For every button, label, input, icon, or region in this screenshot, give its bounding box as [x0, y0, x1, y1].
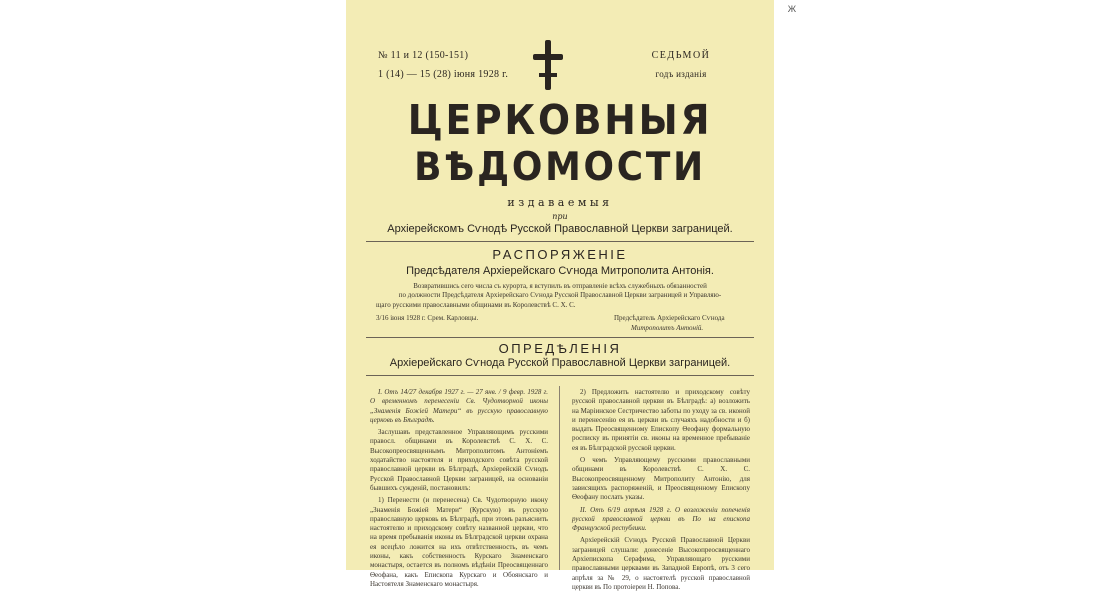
left-column — [370, 388, 548, 588]
order-date-place: 3/16 іюня 1928 г. Срем. Карловцы. — [376, 314, 479, 322]
paragraph: II. Отъ 6/19 апрѣля 1928 г. О возложеніи попеченія русской православной церкви въ По на епископа Французской республики. — [572, 505, 750, 533]
year-word: СЕДЬМОЙ — [651, 50, 711, 61]
masthead-title-line1: ЦЕРКОВНЫЯ — [407, 96, 713, 144]
orthodox-cross-icon — [533, 40, 563, 90]
issue-dates: 1 (14) — 15 (28) іюня 1928 г. — [378, 69, 509, 80]
paragraph: 1) Перенести (и перенесена) Св. Чудотворную икону „Знаменія Божіей Матери“ (Курскую) въ русскую православную церковь въ Бѣлградѣ, при этомъ разъяснить настоятелю и приходскому совѣту названной церкви, что на время пребыванія иконы въ Бѣлградской церкви охрана ея всецѣло ложится на ихъ отвѣтственность, въ чемъ иконы, какъ собственность Курскаго Знаменскаго монастыря, остается въ полномъ вѣдѣніи Преосвященнаго Ѳеофана, какъ Епископа Курскаго и Обоянскаго и Настоятеля Знаменскаго монастыря. — [370, 496, 548, 588]
paragraph: Архіерейскій Сѵнодъ Русской Православной Церкви заграницей слушали: донесеніе Высокопреосвященнаго Архіепископа Серафима, Управляющаго русскими православными церквами въ Западной Европѣ, отъ 3 сего апрѣля за № 29, о настоятелѣ русской православной церкви въ По протоіереи Н. Попова. — [572, 536, 750, 591]
paragraph: I. Отъ 14/27 декабря 1927 г. — 27 янв. / 9 февр. 1928 г. О временномъ перенесеніи Св. Чудотворной иконы „Знаменія Божіей Матери“ въ русскую православную церковь въ Бѣлградѣ. — [370, 388, 548, 424]
paragraph: 2) Предложить настоятелю и приходскому совѣту русской православной церкви въ Бѣлградѣ: а) возложить на Маріинское Сестричество заботы по уходу за св. иконой и перенесенію ея въ церкви въ случаяхъ надобности и б) выдать Преосвященному Епископу Ѳеофану формальную росписку въ принятіи св. иконы на временное пребываніе ея въ Бѣлградской русской церкви. — [572, 388, 750, 452]
column-divider — [559, 386, 560, 570]
paragraph: О чемъ Управляющему русскими православными общинами въ Королевствѣ С. Х. С. Высокопреосвященному Митрополиту Антонію, для зависящихъ распоряженій, и Преосвященному Епископу Ѳеофану послать указы. — [572, 456, 750, 502]
order-heading: РАСПОРЯЖЕНІЕ — [492, 247, 628, 262]
decisions-heading: ОПРЕДѢЛЕНІЯ — [498, 341, 622, 356]
right-column — [572, 388, 750, 591]
publisher-line: Архіерейскомъ Сѵнодѣ Русской Православной Церкви заграницей. — [387, 223, 733, 235]
order-signature-name: Митрополитъ Антоній. — [631, 324, 704, 332]
divider — [366, 337, 754, 338]
decisions-subheading: Архіерейскаго Сѵнода Русской Православной Церкви заграницей. — [389, 357, 731, 369]
newspaper-page — [346, 0, 796, 591]
order-signature-title: Предсѣдатель Архіерейскаго Сѵнода — [614, 314, 725, 322]
masthead-title-line2: ВѢДОМОСТИ — [414, 145, 706, 190]
paragraph: Заслушавъ представленное Управляющимъ русскими правосл. общинами въ Королевствѣ С. Х. С. Высокопреосвященнымъ Митрополитомъ Антоніемъ ходатайство настоятеля и приходского совѣта русской православной церкви въ Бѣлградѣ, Архіерейскій Сѵнодъ Русской Православной Церкви заграницей, на основаніи бывшихъ сужденій, постановилъ: — [370, 428, 548, 492]
issued-by: издаваемыя — [507, 196, 613, 209]
pri-label: при — [552, 212, 568, 221]
order-body: Возвратившись сего числа съ курорта, я вступилъ въ отправленіе всѣхъ служебныхъ обязанностей по должности Предсѣдателя Архіерейскаго Сѵнода Русской Православной Церкви заграницей и Управляю- щаго русскими православными общинами въ Королевствѣ С. Х. С. — [376, 282, 722, 309]
divider — [366, 241, 754, 242]
order-subheading: Предсѣдателя Архіерейскаго Сѵнода Митрополита Антонія. — [406, 265, 714, 277]
year-label: годъ изданія — [655, 69, 707, 79]
margin-handwritten-mark: Ж — [787, 4, 796, 14]
issue-number: № 11 и 12 (150-151) — [378, 50, 469, 61]
divider — [366, 375, 754, 376]
